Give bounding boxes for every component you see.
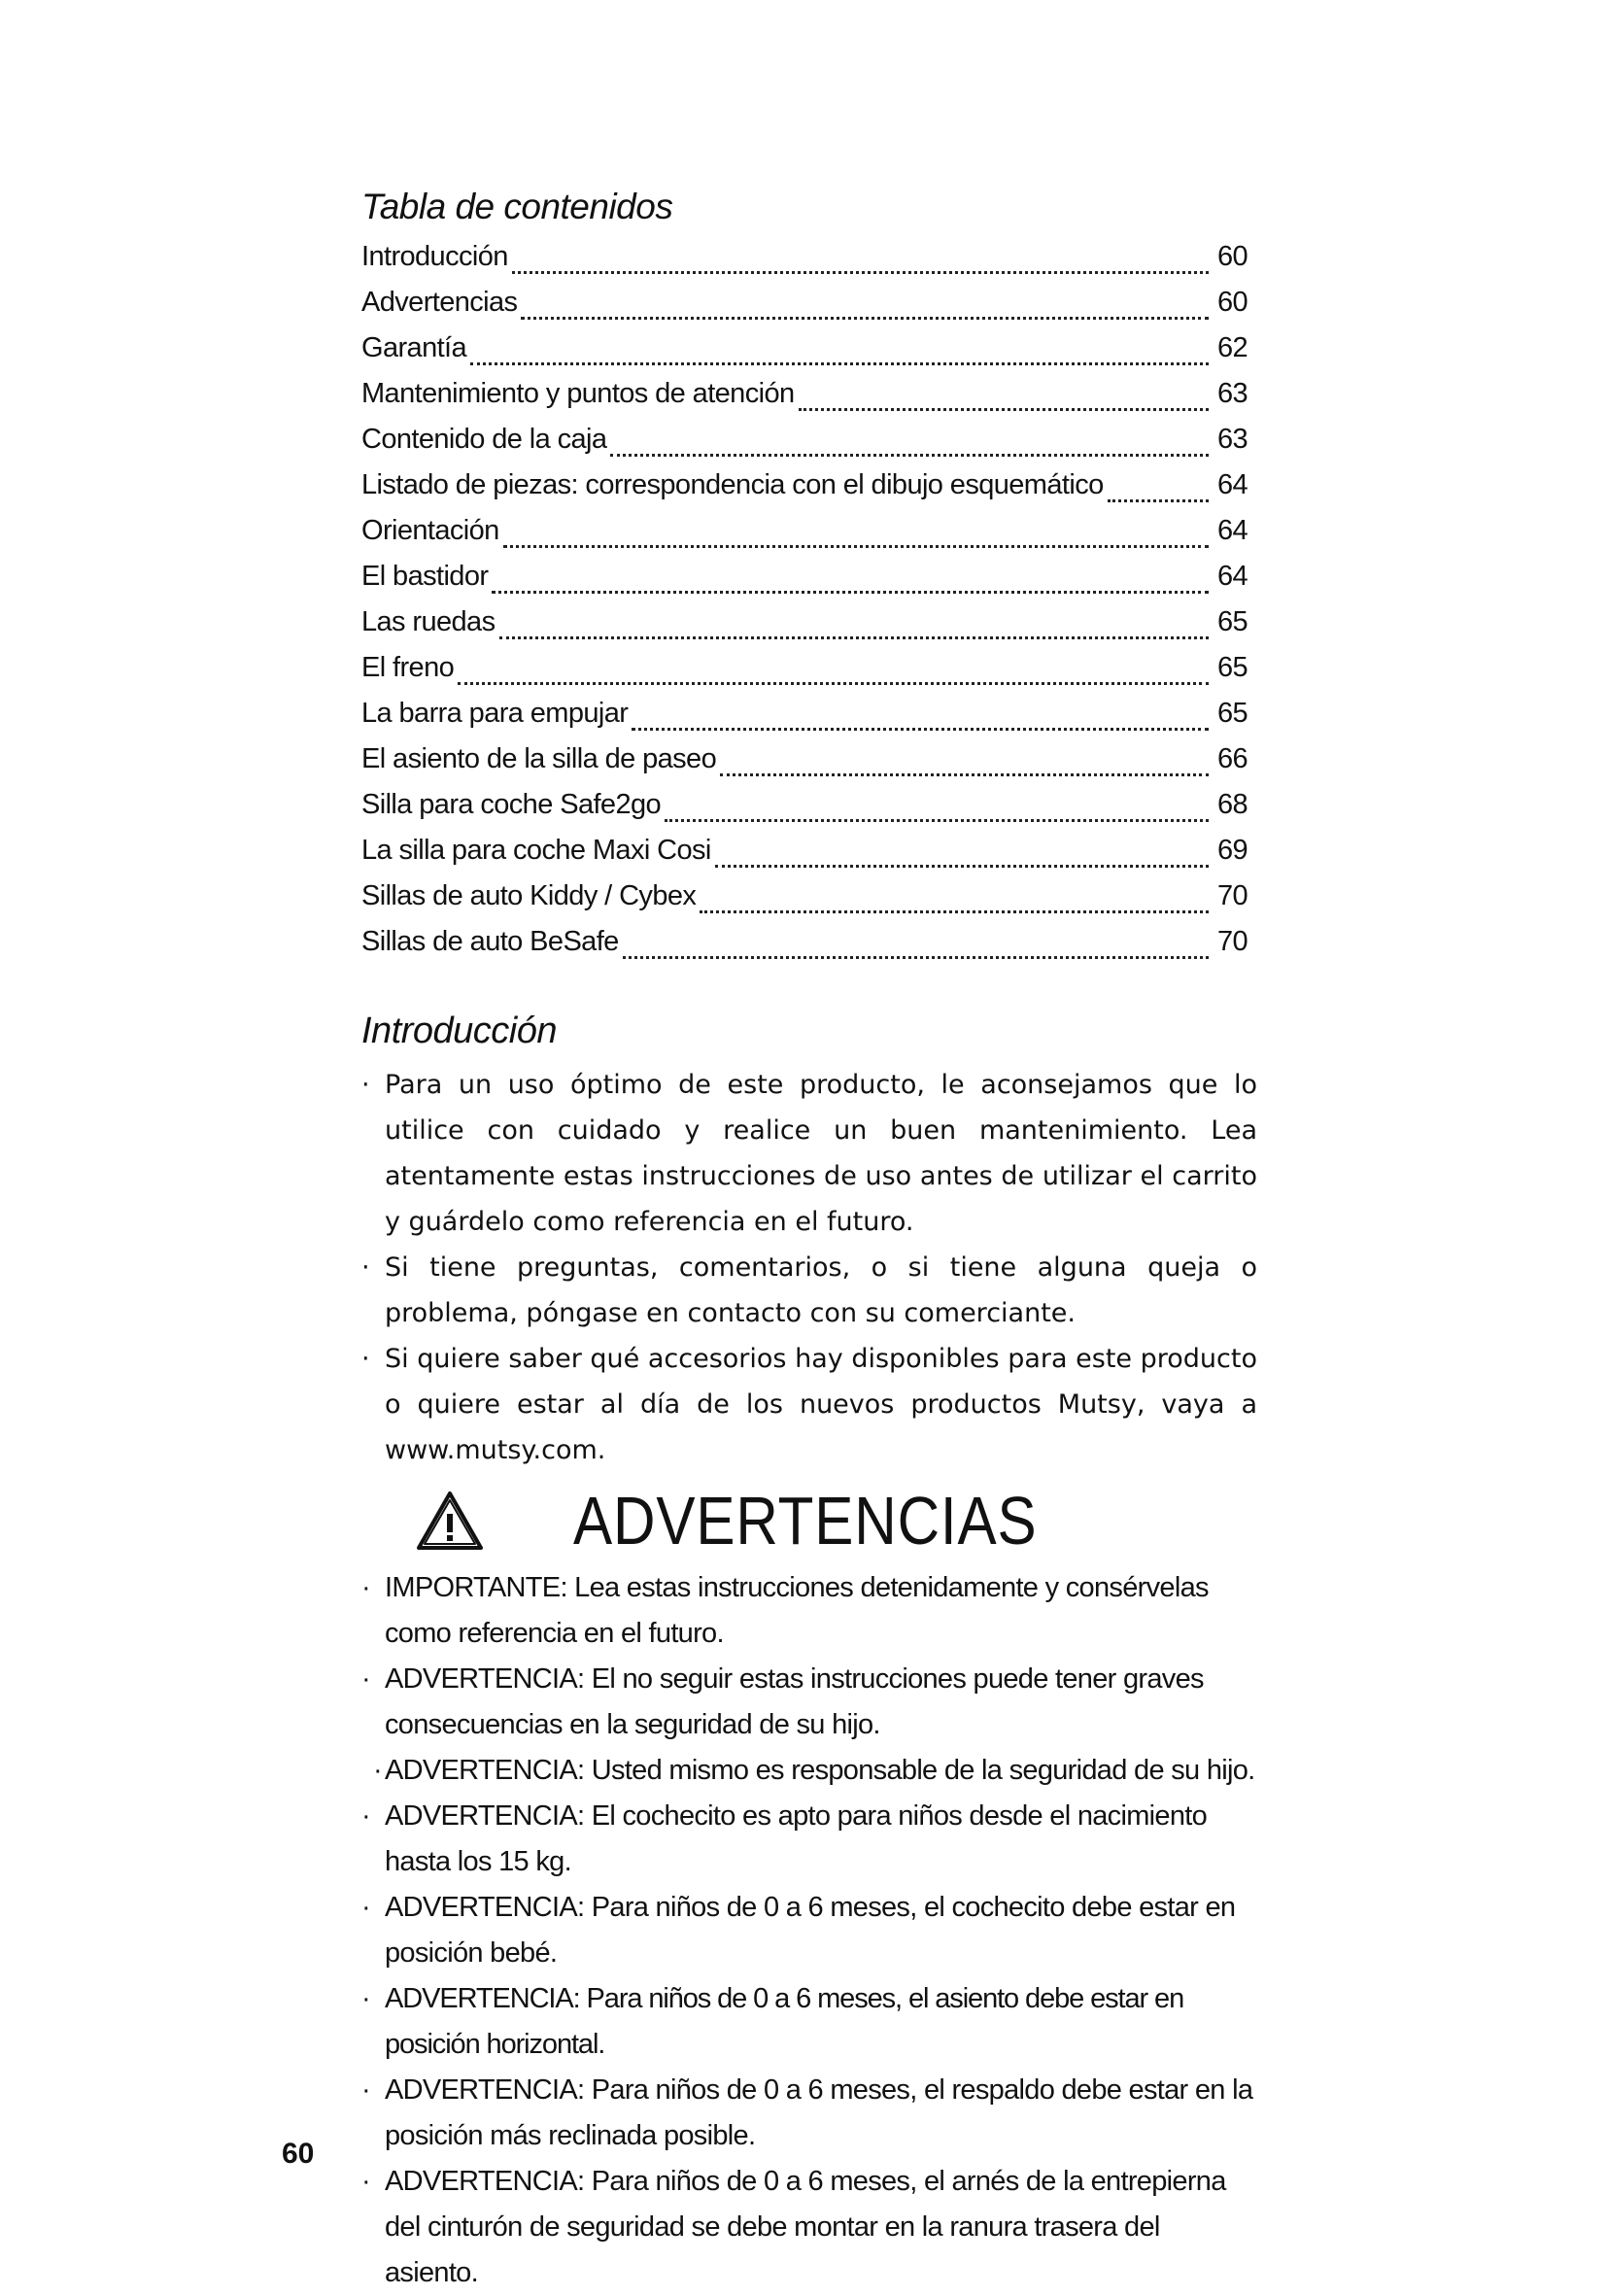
toc-entry[interactable] [361,880,1248,926]
toc-entry[interactable] [361,652,1248,698]
toc-leader-dots [632,728,1209,731]
bullet-icon: · [361,2166,370,2197]
toc-leader-dots [610,454,1209,457]
toc-entry-page: 63 [1216,378,1248,409]
intro-item-text: Si quiere saber qué accesorios hay disponibles para este producto o quiere estar al día de los nuevos productos Mutsy, vaya a www.mutsy.com. [385,1344,1257,1465]
toc-leader-dots [623,956,1209,959]
warning-item-text: ADVERTENCIA: Usted mismo es responsable de la seguridad de su hijo. [385,1755,1255,1786]
toc-entry[interactable] [361,561,1248,606]
toc-leader-dots [715,865,1209,868]
toc-entry[interactable] [361,469,1248,515]
warning-item-text: ADVERTENCIA: Para niños de 0 a 6 meses, el arnés de la entrepierna del cinturón de seguridad se debe montar en la ranura trasera del asiento. [385,2166,1226,2288]
warning-list-item [361,2159,1257,2296]
toc-entry-label: Silla para coche Safe2go [361,789,662,820]
warning-item-text: ADVERTENCIA: El no seguir estas instrucciones puede tener graves consecuencias en la seguridad de su hijo. [385,1663,1204,1740]
table-of-contents [361,241,1248,972]
bullet-icon: · [361,1572,370,1603]
toc-leader-dots [1108,499,1209,502]
warning-item-text: ADVERTENCIA: Para niños de 0 a 6 meses, el cochecito debe estar en posición bebé. [385,1892,1236,1969]
toc-title: Tabla de contenidos [361,187,673,226]
warning-list-item [361,1885,1257,1976]
toc-entry-page: 70 [1216,926,1248,957]
toc-leader-dots [700,910,1209,913]
toc-entry-page: 66 [1216,743,1248,774]
warning-list-item [361,1748,1257,1794]
warning-list-item [361,1794,1257,1885]
toc-leader-dots [665,819,1209,822]
toc-entry[interactable] [361,789,1248,835]
toc-entry[interactable] [361,332,1248,378]
warning-item-text: ADVERTENCIA: El cochecito es apto para niños desde el nacimiento hasta los 15 kg. [385,1800,1208,1877]
toc-entry-page: 70 [1216,880,1248,911]
toc-entry-page: 63 [1216,424,1248,455]
bullet-icon: · [361,1892,370,1923]
toc-entry-label: Mantenimiento y puntos de atención [361,378,795,409]
toc-leader-dots [720,773,1209,776]
toc-entry-label: Introducción [361,241,508,272]
bullet-icon: · [361,1344,370,1374]
toc-entry-label: Listado de piezas: correspondencia con el dibujo esquemático [361,469,1104,500]
toc-entry[interactable] [361,835,1248,880]
intro-section-title: Introducción [361,1011,558,1051]
intro-list-item [361,1336,1257,1473]
toc-leader-dots [458,682,1209,685]
warning-list-item [361,1657,1257,1748]
bullet-icon: · [361,1800,370,1832]
toc-entry-page: 64 [1216,469,1248,500]
toc-entry[interactable] [361,287,1248,332]
toc-entry-label: Sillas de auto Kiddy / Cybex [361,880,697,911]
toc-entry[interactable] [361,698,1248,743]
warning-list-item [361,2068,1257,2159]
warning-item-text: ADVERTENCIA: Para niños de 0 a 6 meses, el asiento debe estar en posición horizontal. [385,1983,1184,2060]
warning-triangle-icon [416,1491,484,1551]
toc-entry[interactable] [361,424,1248,469]
intro-item-text: Para un uso óptimo de este producto, le aconsejamos que lo utilice con cuidado y realice un buen mantenimiento. Lea atentamente estas instrucciones de uso antes de utilizar el carrito y guárdelo como referencia en el futuro. [385,1070,1257,1237]
toc-leader-dots [503,545,1209,548]
warning-list-item [361,1976,1257,2068]
toc-leader-dots [512,271,1209,274]
toc-entry[interactable] [361,743,1248,789]
toc-entry[interactable] [361,241,1248,287]
warnings-bullet-list [361,1565,1257,2296]
toc-entry[interactable] [361,378,1248,424]
toc-entry-label: Las ruedas [361,606,496,637]
bullet-icon: · [361,1663,370,1695]
page-number: 60 [282,2138,315,2170]
toc-entry-label: Orientación [361,515,499,546]
warnings-title: ADVERTENCIAS [573,1483,1038,1559]
bullet-icon: · [361,1252,370,1283]
toc-leader-dots [521,317,1209,320]
toc-entry-page: 65 [1216,606,1248,637]
intro-list-item [361,1245,1257,1336]
warnings-heading [416,1477,1112,1564]
toc-entry-page: 60 [1216,241,1248,272]
toc-leader-dots [470,362,1209,365]
toc-entry-label: Garantía [361,332,467,363]
toc-entry-label: La silla para coche Maxi Cosi [361,835,711,866]
toc-entry-page: 68 [1216,789,1248,820]
bullet-icon: · [373,1755,382,1786]
toc-entry-label: El bastidor [361,561,489,592]
toc-leader-dots [492,591,1209,594]
toc-entry[interactable] [361,606,1248,652]
intro-item-text: Si tiene preguntas, comentarios, o si tiene alguna queja o problema, póngase en contacto con su comerciante. [385,1252,1257,1328]
toc-entry[interactable] [361,926,1248,972]
toc-entry-label: La barra para empujar [361,698,629,729]
intro-list-item [361,1062,1257,1245]
toc-entry[interactable] [361,515,1248,561]
toc-entry-page: 69 [1216,835,1248,866]
toc-entry-label: Advertencias [361,287,518,318]
toc-leader-dots [799,408,1209,411]
toc-entry-label: El asiento de la silla de paseo [361,743,717,774]
warning-item-text: ADVERTENCIA: Para niños de 0 a 6 meses, el respaldo debe estar en la posición más reclinada posible. [385,2074,1253,2151]
toc-entry-page: 64 [1216,515,1248,546]
intro-bullet-list [361,1062,1257,1473]
toc-entry-label: El freno [361,652,455,683]
warning-list-item [361,1565,1257,1657]
toc-entry-page: 62 [1216,332,1248,363]
bullet-icon: · [361,1070,370,1100]
bullet-icon: · [361,2074,370,2106]
toc-entry-label: Sillas de auto BeSafe [361,926,619,957]
toc-entry-page: 60 [1216,287,1248,318]
toc-leader-dots [499,636,1210,639]
bullet-icon: · [361,1983,370,2014]
warning-item-text: IMPORTANTE: Lea estas instrucciones detenidamente y consérvelas como referencia en el futuro. [385,1572,1209,1649]
toc-entry-page: 65 [1216,698,1248,729]
toc-entry-page: 64 [1216,561,1248,592]
toc-entry-label: Contenido de la caja [361,424,607,455]
toc-entry-page: 65 [1216,652,1248,683]
